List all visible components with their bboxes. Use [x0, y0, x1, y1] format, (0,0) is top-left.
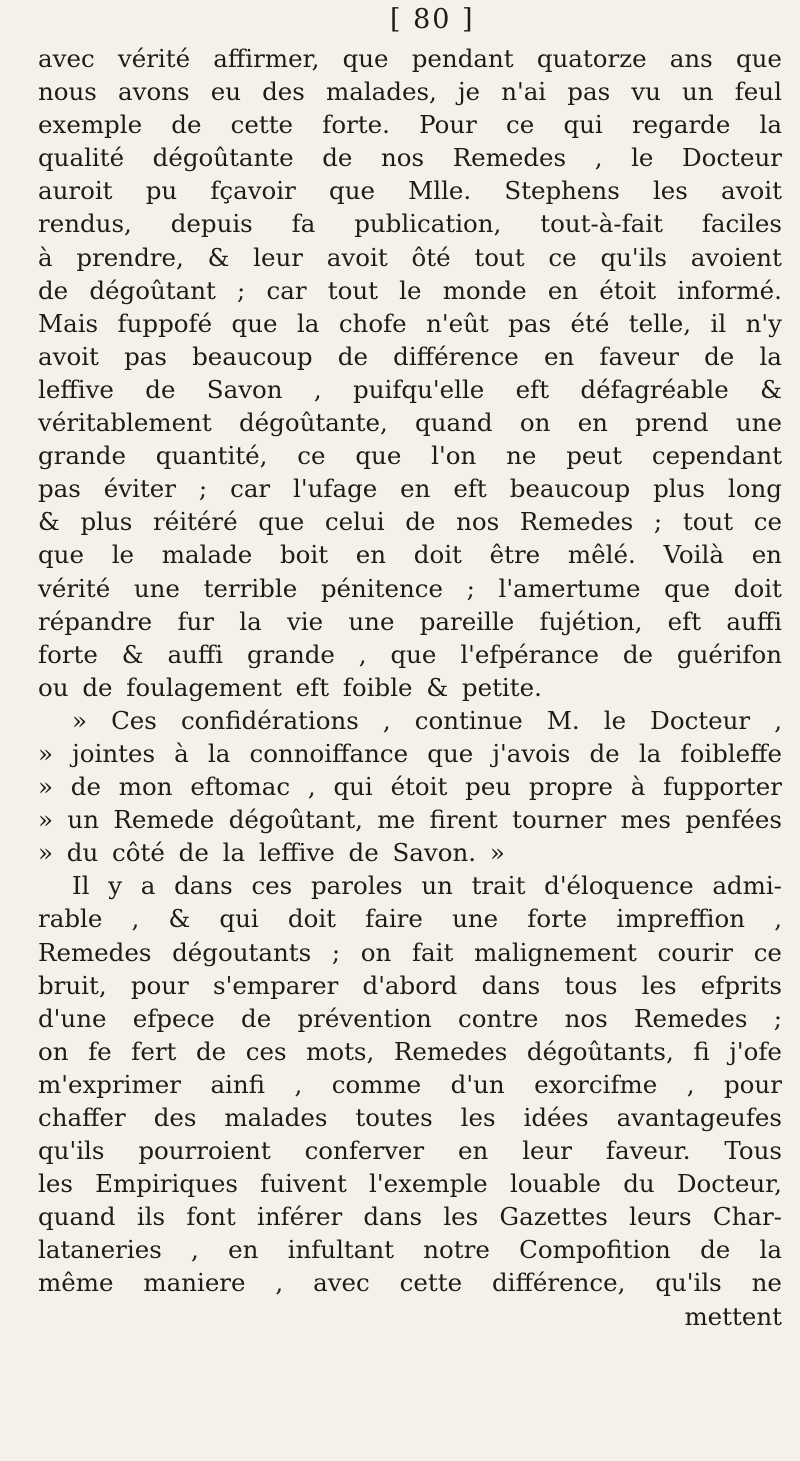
text-line: grande quantité, ce que l'on ne peut cependant: [38, 441, 782, 471]
text-line: bruit, pour s'emparer d'abord dans tous les efprits: [38, 970, 782, 1000]
text-line: qu'ils pourroient conferver en leur faveur. Tous: [38, 1136, 782, 1166]
text-line: rendus, depuis fa publication, tout-à-fait faciles: [38, 209, 782, 239]
text-line: » du côté de la leffive de Savon. »: [38, 838, 505, 868]
body-text: [38, 42, 782, 1333]
text-line: répandre fur la vie une pareille fujétion, eft auffi: [38, 606, 782, 636]
text-line: leffive de Savon , puifqu'elle eft défagréable &: [38, 374, 782, 404]
page-number: [ 80 ]: [390, 4, 475, 35]
text-line: que le malade boit en doit être mêlé. Voilà en: [38, 540, 782, 570]
text-line: les Empiriques fuivent l'exemple louable du Docteur,: [38, 1169, 782, 1199]
text-line: avec vérité affirmer, que pendant quatorze ans que: [38, 44, 782, 73]
text-line: lataneries , en infultant notre Compofition de la: [38, 1235, 782, 1265]
text-line: ou de foulagement eft foible & petite.: [38, 672, 542, 702]
text-line: quand ils font inférer dans les Gazettes leurs Char-: [38, 1202, 782, 1232]
text-line: Il y a dans ces paroles un trait d'éloquence admi-: [72, 871, 782, 901]
text-line: exemple de cette forte. Pour ce qui regarde la: [38, 110, 782, 140]
text-line: avoit pas beaucoup de différence en faveur de la: [38, 341, 782, 371]
text-line: rable , & qui doit faire une forte impreffion ,: [38, 904, 782, 934]
text-line: » de mon eftomac , qui étoit peu propre à fupporter: [38, 772, 782, 802]
text-line: » un Remede dégoûtant, me firent tourner mes penfées: [38, 805, 782, 835]
text-line: vérité une terrible pénitence ; l'amertume que doit: [38, 573, 782, 603]
text-line: auroit pu fçavoir que Mlle. Stephens les avoit: [38, 176, 782, 206]
text-line: » Ces confidérations , continue M. le Docteur ,: [72, 705, 782, 735]
text-line: chaffer des malades toutes les idées avantageufes: [38, 1103, 782, 1132]
text-line: d'une efpece de prévention contre nos Remedes ;: [38, 1003, 782, 1033]
text-line: & plus réitéré que celui de nos Remedes ; tout ce: [38, 507, 782, 537]
text-line: Mais fuppofé que la chofe n'eût pas été telle, il n'y: [38, 308, 782, 338]
text-line: on fe fert de ces mots, Remedes dégoûtants, fi j'ofe: [38, 1036, 782, 1066]
text-line: à prendre, & leur avoit ôté tout ce qu'ils avoient: [38, 242, 782, 272]
text-line: qualité dégoûtante de nos Remedes , le Docteur: [38, 143, 782, 173]
text-line: pas éviter ; car l'ufage en eft beaucoup plus long: [38, 474, 782, 504]
text-line: de dégoûtant ; car tout le monde en étoit informé.: [38, 275, 782, 305]
text-line: Remedes dégoutants ; on fait malignement courir ce: [38, 937, 782, 967]
text-line: m'exprimer ainfi , comme d'un exorcifme , pour: [38, 1069, 782, 1099]
text-line: véritablement dégoûtante, quand on en prend une: [38, 408, 782, 438]
text-line: mettent: [684, 1301, 782, 1331]
text-line: même maniere , avec cette différence, qu'ils ne: [38, 1268, 782, 1298]
text-line: forte & auffi grande , que l'efpérance de guérifon: [38, 639, 782, 669]
text-line: nous avons eu des malades, je n'ai pas vu un feul: [38, 77, 782, 107]
text-line: » jointes à la connoiffance que j'avois de la foibleffe: [38, 738, 782, 768]
